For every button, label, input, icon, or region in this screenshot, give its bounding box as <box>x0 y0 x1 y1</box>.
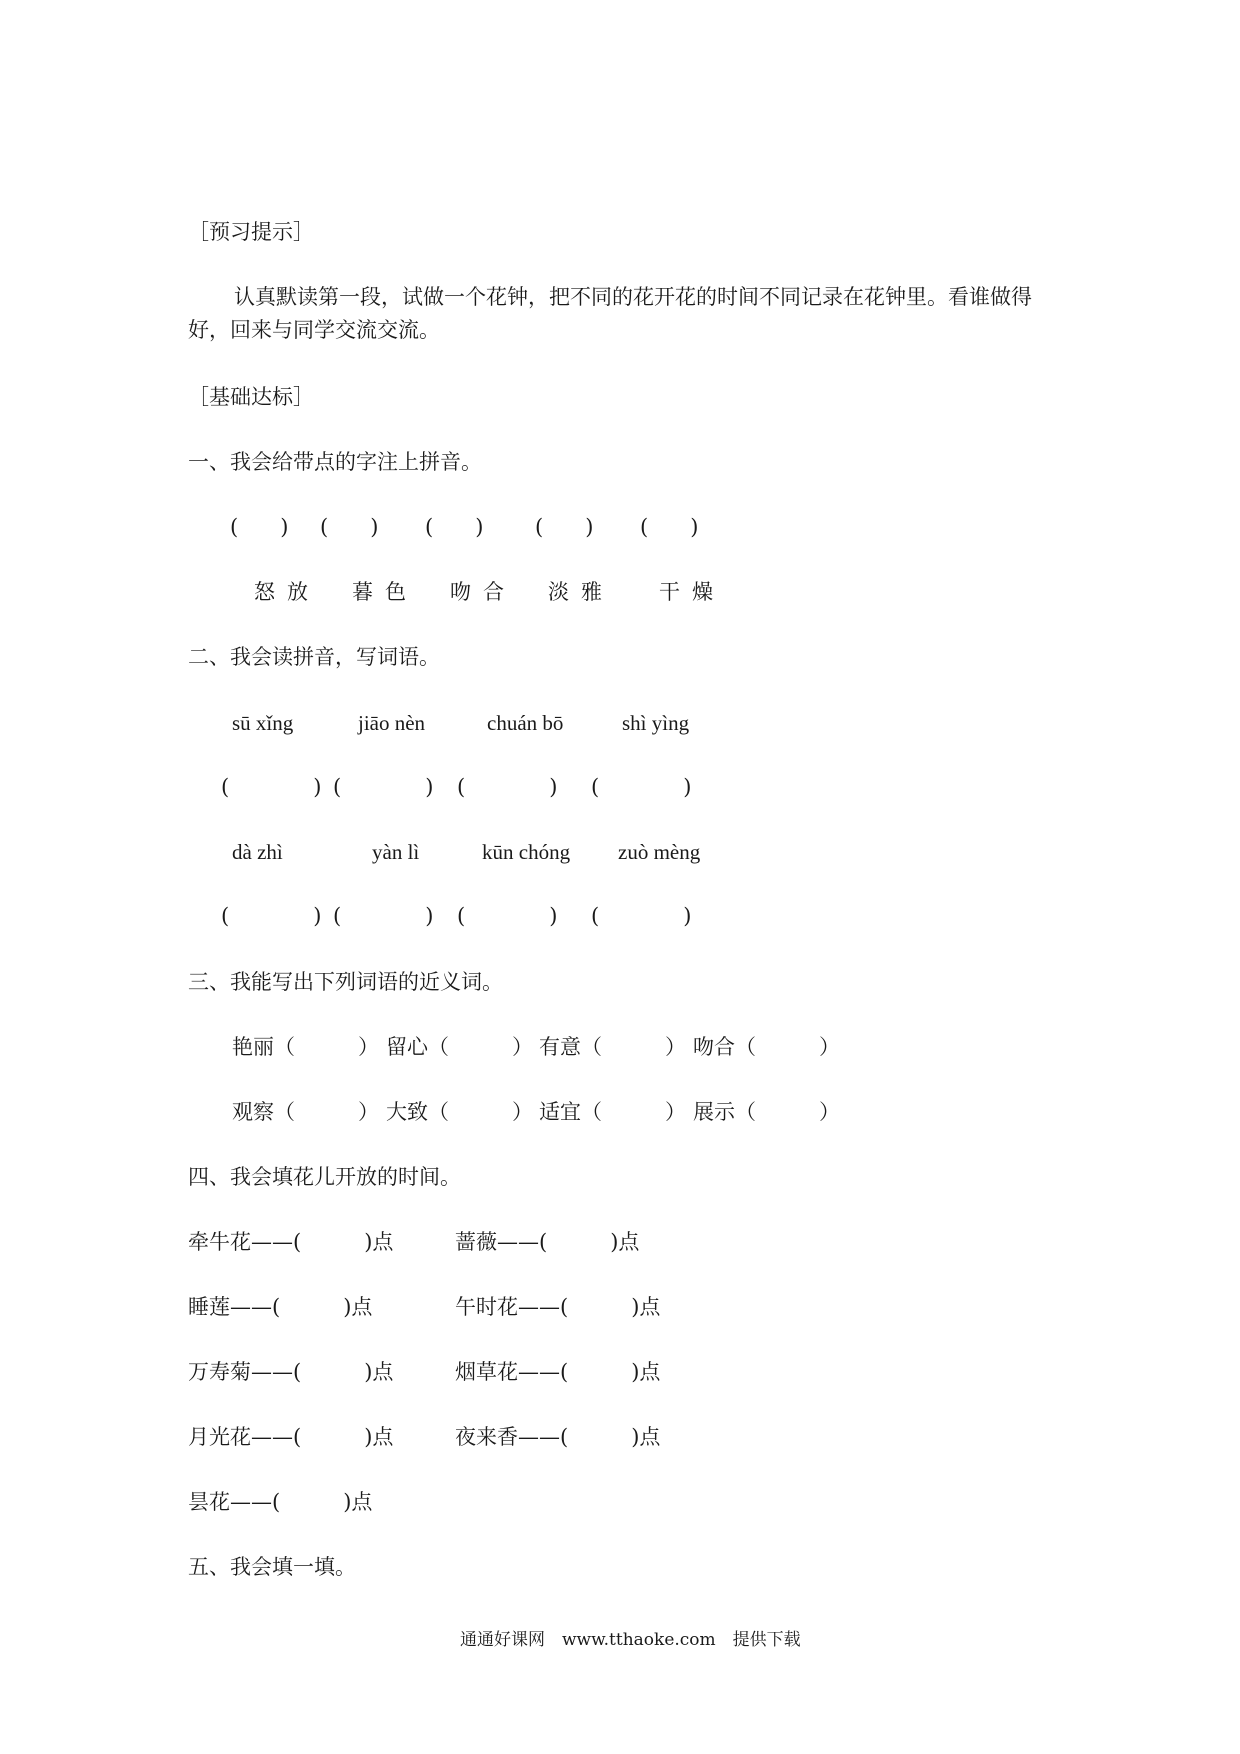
q2-pinyin: kūn chóng <box>482 840 571 864</box>
q4-item: 蔷薇——( )点 <box>455 1230 640 1254</box>
preview-text-line-1: 认真默读第一段，试做一个花钟，把不同的花开花的时间不同记录在花钟里。看谁做得 <box>234 285 1032 309</box>
q2-bracket: ( ) <box>591 775 692 799</box>
q2-pinyin: yàn lì <box>372 840 420 864</box>
q4-item: 万寿菊——( )点 <box>188 1360 394 1384</box>
q4-title: 四、我会填花儿开放的时间。 <box>188 1165 461 1189</box>
q1-bracket: ( ) <box>230 515 289 539</box>
q2-pinyin: jiāo nèn <box>358 711 426 735</box>
q2-bracket: ( ) <box>221 775 322 799</box>
q3-item: 大致（ ） <box>386 1100 533 1124</box>
q3-item: 观察（ ） <box>232 1100 379 1124</box>
q4-item: 睡莲——( )点 <box>188 1295 373 1319</box>
q3-title: 三、我能写出下列词语的近义词。 <box>188 970 503 994</box>
q2-title: 二、我会读拼音，写词语。 <box>188 645 440 669</box>
q4-item: 午时花——( )点 <box>455 1295 661 1319</box>
section-heading-basic: ［基础达标］ <box>188 385 314 409</box>
q4-item: 月光花——( )点 <box>188 1425 394 1449</box>
q1-word: 怒放 <box>254 580 320 604</box>
q3-item: 展示（ ） <box>693 1100 840 1124</box>
q2-bracket: ( ) <box>221 904 322 928</box>
q4-item: 烟草花——( )点 <box>455 1360 661 1384</box>
q4-item: 昙花——( )点 <box>188 1490 373 1514</box>
q1-word: 暮色 <box>352 580 418 604</box>
q3-item: 有意（ ） <box>539 1035 686 1059</box>
preview-text-line-2: 好，回来与同学交流交流。 <box>188 318 440 342</box>
q1-word: 干燥 <box>659 580 725 604</box>
footer-credit: 通通好课网 www.tthaoke.com 提供下载 <box>460 1630 801 1650</box>
q1-bracket: ( ) <box>640 515 699 539</box>
q2-pinyin: zuò mèng <box>618 840 701 864</box>
q2-bracket: ( ) <box>591 904 692 928</box>
q1-word: 淡雅 <box>548 580 614 604</box>
q4-item: 夜来香——( )点 <box>455 1425 661 1449</box>
section-heading-preview: ［预习提示］ <box>188 220 314 244</box>
q1-bracket: ( ) <box>535 515 594 539</box>
q1-word: 吻合 <box>450 580 516 604</box>
q2-pinyin: shì yìng <box>622 711 690 735</box>
q5-title: 五、我会填一填。 <box>188 1555 356 1579</box>
q2-bracket: ( ) <box>457 904 558 928</box>
q1-bracket: ( ) <box>425 515 484 539</box>
q2-bracket: ( ) <box>333 904 434 928</box>
q2-bracket: ( ) <box>333 775 434 799</box>
q1-bracket: ( ) <box>320 515 379 539</box>
q3-item: 吻合（ ） <box>693 1035 840 1059</box>
q2-pinyin: dà zhì <box>232 840 283 864</box>
q4-item: 牵牛花——( )点 <box>188 1230 394 1254</box>
q1-title: 一、我会给带点的字注上拼音。 <box>188 450 482 474</box>
q2-bracket: ( ) <box>457 775 558 799</box>
q3-item: 艳丽（ ） <box>232 1035 379 1059</box>
q3-item: 留心（ ） <box>386 1035 533 1059</box>
q3-item: 适宜（ ） <box>539 1100 686 1124</box>
q2-pinyin: chuán bō <box>487 711 564 735</box>
q2-pinyin: sū xǐng <box>232 711 294 735</box>
